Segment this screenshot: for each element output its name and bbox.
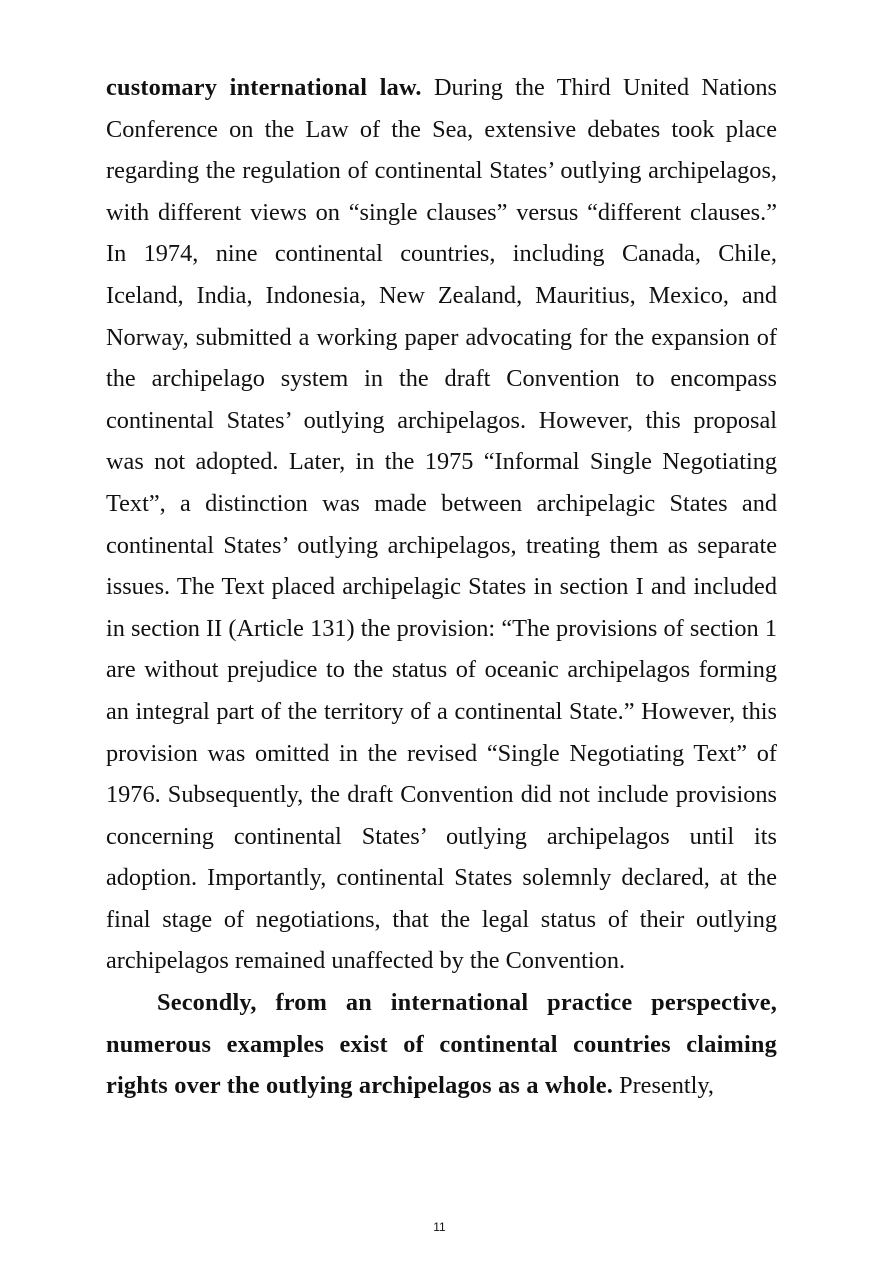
paragraph-body: Presently, bbox=[613, 1072, 714, 1100]
paragraph-body: During the Third United Nations Conference on the Law of the Sea, extensive debates took place regarding the regulation of continental States’ outlying archipelagos, with different views on “single clauses” versus “different clauses.” In 1974, nine continental countries, including Canada, Chile, Iceland, India, Indonesia, New Zealand, Mauritius, Mexico, and Norway, submitted a working paper advocating for the expansion of the archipelago system in the draft Convention to encompass continental States’ outlying archipelagos. However, this proposal was not adopted. Later, in the 1975 “Informal Single Negotiating Text”, a distinction was made between archipelagic States and continental States’ outlying archipelagos, treating them as separate issues. The Text placed archipelagic States in section I and included in section II (Article 131) the provision: “The provisions of section 1 are without prejudice to the status of oceanic archipelagos forming an integral part of the territory of a continental State.” However, this provision was omitted in the revised “Single Negotiating Text” of 1976. Subsequently, the draft Convention did not include provisions concerning continental States’ outlying archipelagos until its adoption. Importantly, continental States solemnly declared, at the final stage of negotiations, that the legal status of their outlying archipelagos remained unaffected by the Convention. bbox=[106, 74, 778, 975]
bold-lead-phrase: Secondly, from an international practice perspective, numerous examples exist of continental countries claiming rights over the outlying archipelagos as a whole. bbox=[106, 989, 777, 1100]
paragraph-customary-law bbox=[106, 67, 777, 982]
body-text bbox=[106, 67, 777, 1107]
paragraph-international-practice bbox=[106, 982, 777, 1107]
page-number: 11 bbox=[433, 1220, 446, 1234]
bold-lead-phrase: customary international law. bbox=[106, 74, 422, 101]
